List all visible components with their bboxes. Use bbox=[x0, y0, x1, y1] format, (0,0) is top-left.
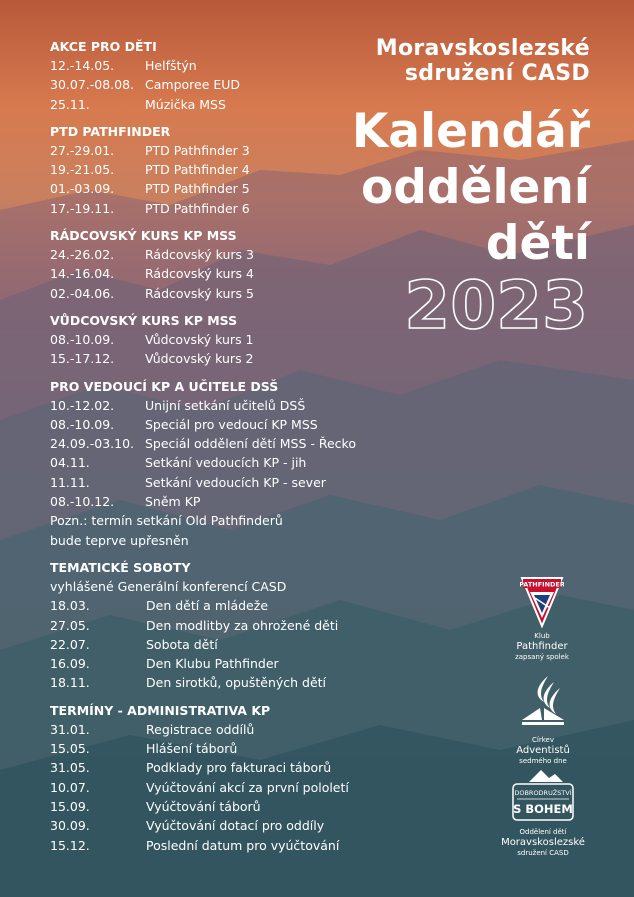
s-bohem-badge-top: DOBRODRUŽSTVÍ bbox=[514, 789, 572, 797]
event-name: Vyúčtování dotací pro oddíly bbox=[146, 818, 325, 834]
event-row bbox=[50, 758, 380, 777]
section-subtitle: vyhlášené Generální konferencí CASD bbox=[50, 578, 287, 594]
event-name: Setkání vedoucích KP - sever bbox=[145, 474, 326, 490]
event-name: Poslední datum pro vyúčtování bbox=[146, 837, 340, 853]
event-row bbox=[50, 453, 380, 472]
event-name: Hlášení táborů bbox=[146, 741, 238, 757]
event-row bbox=[50, 635, 380, 654]
event-date: 15.09. bbox=[50, 798, 90, 814]
year-heading bbox=[390, 272, 590, 334]
section-note: bude teprve upřesněn bbox=[50, 532, 189, 548]
event-section bbox=[50, 312, 380, 369]
event-date: 08.-10.12. bbox=[50, 494, 115, 510]
event-name: Vůdcovský kurs 1 bbox=[145, 331, 254, 347]
s-bohem-badge-main: S BOHEM bbox=[513, 802, 573, 816]
event-date: 12.-14.05. bbox=[50, 58, 115, 73]
event-name: Vyúčtování táborů bbox=[146, 798, 261, 814]
year-text: 2023 bbox=[404, 272, 588, 334]
event-date: 19.-21.05. bbox=[50, 162, 115, 178]
event-date: 10.-12.02. bbox=[50, 397, 115, 413]
event-row bbox=[50, 616, 380, 635]
event-date: 02.-04.06. bbox=[50, 285, 115, 301]
event-name: PTD Pathfinder 6 bbox=[145, 200, 250, 216]
event-row bbox=[50, 95, 380, 114]
s-bohem-line-2: Moravskoslezské bbox=[501, 837, 585, 848]
event-row bbox=[50, 141, 380, 160]
pathfinder-shield-icon bbox=[520, 576, 564, 628]
event-name: Den Klubu Pathfinder bbox=[146, 656, 279, 672]
event-date: 25.11. bbox=[50, 96, 90, 112]
org-line-1: Moravskoslezské bbox=[375, 36, 590, 61]
event-row bbox=[50, 596, 380, 615]
event-date: 30.07.-08.08. bbox=[50, 77, 135, 93]
event-date: 24.-26.02. bbox=[50, 247, 115, 263]
pathfinder-badge-text: PATHFINDER bbox=[520, 580, 564, 589]
title-line-1: Kalendář bbox=[351, 104, 590, 159]
event-name: Den modlitby za ohrožené děti bbox=[146, 617, 339, 633]
event-row bbox=[50, 160, 380, 179]
event-name: Camporee EUD bbox=[145, 77, 241, 93]
section-title: TEMATICKÉ SOBOTY bbox=[50, 559, 191, 575]
section-title: TERMÍNY - ADMINISTRATIVA KP bbox=[50, 702, 271, 718]
event-section bbox=[50, 559, 380, 693]
section-note: Pozn.: termín setkání Old Pathfinderů bbox=[50, 513, 283, 529]
event-name: Múzička MSS bbox=[145, 96, 226, 112]
event-list bbox=[50, 38, 380, 864]
event-name: PTD Pathfinder 4 bbox=[145, 162, 250, 178]
event-date: 15.12. bbox=[50, 837, 90, 853]
event-name: Vyúčtování akcí za první pololetí bbox=[146, 779, 349, 795]
event-date: 30.09. bbox=[50, 818, 90, 834]
pathfinder-logo bbox=[510, 576, 574, 662]
event-date: 04.11. bbox=[50, 455, 90, 471]
event-date: 31.05. bbox=[50, 760, 90, 776]
title-line-2: oddělení bbox=[360, 160, 590, 215]
event-row bbox=[50, 778, 380, 797]
event-date: 18.03. bbox=[50, 598, 90, 614]
event-row bbox=[50, 739, 380, 758]
event-row bbox=[50, 673, 380, 692]
event-name: Unijní setkání učitelů DSŠ bbox=[145, 397, 306, 413]
event-date: 15.05. bbox=[50, 741, 90, 757]
pathfinder-line-1: Klub bbox=[534, 632, 550, 640]
event-section bbox=[50, 123, 380, 218]
section-title: PTD PATHFINDER bbox=[50, 123, 171, 139]
event-name: Den sirotků, opuštěných dětí bbox=[146, 675, 327, 691]
org-line-2: sdružení CASD bbox=[404, 61, 590, 86]
event-name: Speciál pro vedoucí KP MSS bbox=[145, 416, 318, 432]
event-name: PTD Pathfinder 3 bbox=[145, 142, 250, 158]
event-row bbox=[50, 349, 380, 368]
event-row bbox=[50, 816, 380, 835]
event-name: Rádcovský kurs 5 bbox=[145, 285, 254, 301]
event-row bbox=[50, 654, 380, 673]
title-line-3: dětí bbox=[485, 216, 590, 271]
event-row bbox=[50, 836, 380, 855]
event-row bbox=[50, 492, 380, 511]
event-section bbox=[50, 227, 380, 303]
event-date: 10.07. bbox=[50, 779, 90, 795]
event-name: Speciál oddělení dětí MSS - Řecko bbox=[145, 436, 356, 452]
s-bohem-mountain-icon bbox=[507, 768, 579, 824]
event-date: 17.-19.11. bbox=[50, 200, 115, 216]
adventist-flame-icon bbox=[518, 674, 568, 732]
event-row bbox=[50, 396, 380, 415]
event-name: Podklady pro fakturaci táborů bbox=[146, 760, 332, 776]
event-row bbox=[50, 797, 380, 816]
event-row bbox=[50, 330, 380, 349]
event-date: 11.11. bbox=[50, 474, 90, 490]
pathfinder-line-2: Pathfinder bbox=[516, 641, 568, 652]
event-date: 24.09.-03.10. bbox=[50, 436, 135, 452]
section-title: VŮDCOVSKÝ KURS KP MSS bbox=[50, 312, 238, 328]
event-row bbox=[50, 199, 380, 218]
event-row bbox=[50, 473, 380, 492]
event-date: 31.01. bbox=[50, 721, 90, 737]
event-date: 08.-10.09. bbox=[50, 331, 115, 347]
event-row bbox=[50, 179, 380, 198]
pathfinder-line-3: zapsaný spolek bbox=[515, 653, 569, 661]
s-bohem-logo bbox=[494, 768, 592, 858]
event-date: 15.-17.12. bbox=[50, 351, 115, 367]
section-title: AKCE PRO DĚTI bbox=[50, 39, 157, 54]
adventist-logo bbox=[506, 674, 580, 766]
s-bohem-line-3: sdružení CASD bbox=[517, 849, 569, 857]
event-row bbox=[50, 245, 380, 264]
page-title bbox=[352, 104, 590, 272]
adventist-line-2: Adventistů bbox=[516, 745, 570, 756]
s-bohem-line-1: Oddělení dětí bbox=[519, 828, 567, 836]
event-row bbox=[50, 434, 380, 453]
section-title: PRO VEDOUCÍ KP A UČITELE DSŠ bbox=[50, 378, 279, 394]
event-date: 08.-10.09. bbox=[50, 416, 115, 432]
event-section bbox=[50, 38, 380, 114]
event-date: 27.05. bbox=[50, 617, 90, 633]
event-name: Sobota dětí bbox=[146, 636, 218, 652]
event-date: 01.-03.09. bbox=[50, 181, 115, 197]
event-row bbox=[50, 75, 380, 94]
event-name: Rádcovský kurs 4 bbox=[145, 266, 254, 282]
event-date: 18.11. bbox=[50, 675, 90, 691]
event-name: PTD Pathfinder 5 bbox=[145, 181, 250, 197]
event-name: Helfštýn bbox=[145, 58, 197, 73]
event-name: Registrace oddílů bbox=[146, 721, 255, 737]
adventist-line-3: sedmého dne bbox=[519, 757, 567, 765]
event-name: Rádcovský kurs 3 bbox=[145, 247, 254, 263]
event-date: 14.-16.04. bbox=[50, 266, 115, 282]
event-section bbox=[50, 702, 380, 855]
event-row bbox=[50, 56, 380, 75]
event-date: 22.07. bbox=[50, 636, 90, 652]
event-section bbox=[50, 378, 380, 550]
event-name: Vůdcovský kurs 2 bbox=[145, 351, 254, 367]
event-name: Den dětí a mládeže bbox=[146, 598, 269, 614]
event-date: 16.09. bbox=[50, 656, 90, 672]
event-row bbox=[50, 720, 380, 739]
event-date: 27.-29.01. bbox=[50, 142, 115, 158]
section-title: RÁDCOVSKÝ KURS KP MSS bbox=[50, 228, 237, 244]
event-name: Setkání vedoucích KP - jih bbox=[145, 455, 307, 471]
adventist-line-1: Církev bbox=[532, 736, 554, 744]
event-row bbox=[50, 415, 380, 434]
event-row bbox=[50, 264, 380, 283]
event-name: Sněm KP bbox=[145, 494, 201, 510]
organization-name bbox=[376, 36, 590, 86]
event-row bbox=[50, 284, 380, 303]
